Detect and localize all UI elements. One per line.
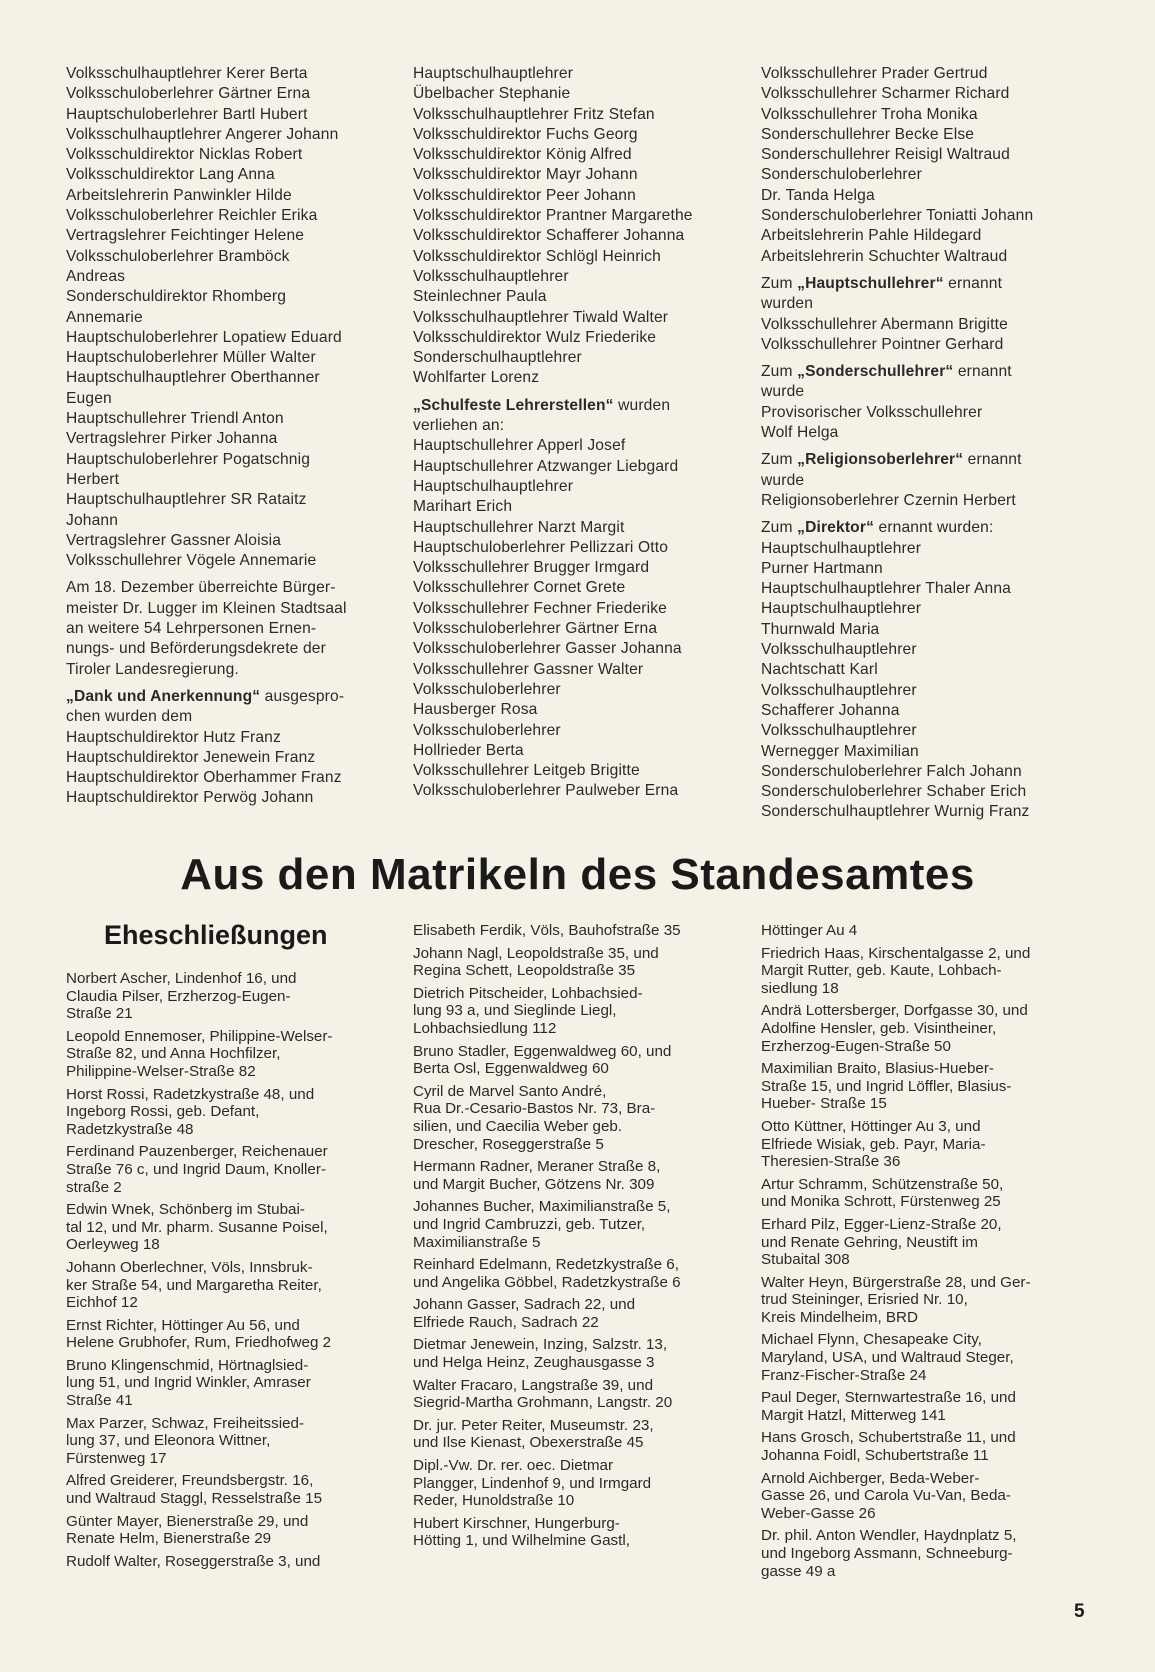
list-line: Volksschuldirektor Fuchs Georg — [413, 125, 638, 143]
heading-prefix: Zum — [761, 363, 798, 381]
entry-line: Margit Hatzl, Mitterweg 141 — [761, 1406, 946, 1424]
heading-rest: ernannt — [943, 274, 1003, 292]
list-line: Volksschuloberlehrer — [413, 680, 561, 698]
marriage-entry — [66, 970, 394, 1023]
list-line: Arbeitslehrerin Panwinkler Hilde — [66, 186, 292, 204]
entry-line: Johann Nagl, Leopoldstraße 35, und — [413, 944, 659, 962]
list-line: Hauptschuldirektor Oberhammer Franz — [66, 769, 342, 787]
entry-line: Ferdinand Pauzenberger, Reichenauer — [66, 1143, 328, 1161]
list-line: wurde — [761, 471, 805, 489]
list-line: Volksschuloberlehrer Gärtner Erna — [66, 85, 311, 103]
marriage-entry — [66, 1513, 394, 1548]
list-line: Johann — [66, 511, 119, 529]
list-line: Volksschuldirektor Schafferer Johanna — [413, 227, 685, 245]
block-heading-line — [761, 518, 1091, 538]
list-line: Herbert — [66, 470, 120, 488]
entry-line: Norbert Ascher, Lindenhof 16, und — [66, 970, 297, 987]
block-heading-line — [761, 362, 1091, 382]
entry-line: Horst Rossi, Radetzkystraße 48, und — [66, 1085, 315, 1103]
entry-line: Lohbachsiedlung 112 — [413, 1019, 557, 1037]
entry-line: Plangger, Lindenhof 9, und Irmgard — [413, 1474, 652, 1492]
list-line: Hauptschulhauptlehrer Oberthanner — [66, 369, 320, 387]
marriage-entry — [761, 1274, 1091, 1327]
list-line: Hauptschulhauptlehrer SR Rataitz — [66, 491, 307, 509]
list-line: Sonderschulhauptlehrer — [413, 349, 582, 367]
entry-line: straße 2 — [66, 1178, 122, 1196]
list-line: Am 18. Dezember überreichte Bürger- — [66, 579, 336, 597]
list-line: Volksschullehrer Cornet Grete — [413, 579, 626, 597]
list-line: Volksschulhauptlehrer — [413, 267, 569, 285]
entry-line: Max Parzer, Schwaz, Freiheitssied- — [66, 1414, 305, 1432]
entry-line: trud Steininger, Erisried Nr. 10, — [761, 1291, 968, 1309]
list-line: Volksschuloberlehrer Gärtner Erna — [413, 620, 658, 638]
list-line: Sonderschuloberlehrer — [761, 166, 922, 184]
list-line: Hauptschuloberlehrer Pogatschnig — [66, 450, 311, 468]
list-line: Volksschulhauptlehrer — [761, 722, 917, 740]
entry-line: Johann Oberlechner, Völs, Innsbruk- — [66, 1258, 313, 1276]
list-line: Volksschullehrer Leitgeb Brigitte — [413, 762, 640, 780]
entry-line: Hötting 1, und Wilhelmine Gastl, — [413, 1532, 630, 1550]
marriage-entry — [66, 1028, 394, 1081]
list-line: Hauptschullehrer Narzt Margit — [413, 518, 625, 536]
heading-emphasis: „Sonderschullehrer“ — [797, 363, 954, 381]
entry-line: Reinhard Edelmann, Redetzkystraße 6, — [413, 1256, 679, 1274]
entry-line: lung 37, und Eleonora Wittner, — [66, 1432, 271, 1450]
entry-line: Edwin Wnek, Schönberg im Stubai- — [66, 1201, 305, 1219]
heading-rest: ausgespro- — [260, 687, 345, 705]
marriage-entry — [413, 1198, 741, 1251]
list-line: chen wurden dem — [66, 708, 193, 726]
list-line: Hauptschullehrer Triendl Anton — [66, 410, 284, 428]
upper-column-1 — [66, 64, 394, 816]
list-line: Hausberger Rosa — [413, 701, 538, 719]
entry-line: Rua Dr.-Cesario-Bastos Nr. 73, Bra- — [413, 1100, 656, 1118]
heading-emphasis: „Religionsoberlehrer“ — [797, 451, 964, 469]
list-line: Volksschulhauptlehrer Kerer Berta — [66, 65, 308, 82]
upper-column-3 — [761, 64, 1091, 830]
list-line: Hauptschuldirektor Perwög Johann — [66, 789, 314, 807]
marriage-entry — [413, 1457, 741, 1510]
marriage-entry — [413, 1417, 741, 1452]
text-block — [761, 64, 1091, 267]
entry-line: und Renate Gehring, Neustift im — [761, 1233, 978, 1251]
list-line: meister Dr. Lugger im Kleinen Stadtsaal — [66, 599, 347, 617]
entry-line: Straße 41 — [66, 1392, 133, 1410]
list-line: Sonderschuldirektor Rhomberg — [66, 288, 287, 306]
text-block — [761, 274, 1091, 355]
marriages-column-2 — [413, 922, 741, 1555]
entry-line: Dipl.-Vw. Dr. rer. oec. Dietmar — [413, 1457, 614, 1475]
list-line: Hauptschullehrer Atzwanger Liebgard — [413, 457, 679, 475]
list-line: Annemarie — [66, 308, 143, 326]
marriage-entry — [761, 1331, 1091, 1384]
heading-prefix: Zum — [761, 519, 798, 537]
entry-line: Straße 21 — [66, 1005, 133, 1023]
list-line: Volksschullehrer Scharmer Richard — [761, 85, 1010, 103]
entry-line: ker Straße 54, und Margaretha Reiter, — [66, 1276, 322, 1294]
entry-line: Dr. phil. Anton Wendler, Haydnplatz 5, — [761, 1527, 1017, 1545]
entry-line: Elisabeth Ferdik, Völs, Bauhofstraße 35 — [413, 922, 681, 939]
entry-line: und Ingeborg Assmann, Schneeburg- — [761, 1545, 1013, 1562]
list-line: an weitere 54 Lehrpersonen Ernen- — [66, 620, 317, 638]
marriage-entry — [761, 1470, 1091, 1523]
list-line: Sonderschuloberlehrer Falch Johann — [761, 762, 1022, 780]
entry-line: Regina Schett, Leopoldstraße 35 — [413, 962, 636, 980]
entry-line: Johannes Bucher, Maximilianstraße 5, — [413, 1198, 671, 1216]
list-line: Hauptschuloberlehrer Lopatiew Eduard — [66, 328, 342, 346]
entry-line: und Ingrid Cambruzzi, geb. Tutzer, — [413, 1215, 646, 1233]
list-line: Tiroler Landesregierung. — [66, 660, 239, 678]
entry-line: Paul Deger, Sternwartestraße 16, und — [761, 1389, 1016, 1407]
marriage-entry — [66, 1201, 394, 1254]
marriage-entry — [761, 1527, 1091, 1580]
list-line: Volksschuldirektor Nicklas Robert — [66, 146, 303, 164]
entry-line: und Waltraud Staggl, Resselstraße 15 — [66, 1490, 323, 1508]
heading-emphasis: „Dank und Anerkennung“ — [66, 687, 261, 705]
marriage-entry — [66, 1472, 394, 1507]
list-line: wurden — [761, 295, 814, 313]
entry-line: Elfriede Rauch, Sadrach 22 — [413, 1313, 599, 1331]
entry-line: Bruno Stadler, Eggenwaldweg 60, und — [413, 1042, 672, 1060]
marriage-entry — [413, 945, 741, 980]
entry-line: gasse 49 a — [761, 1562, 836, 1580]
marriage-entry — [413, 1377, 741, 1412]
entry-line: Friedrich Haas, Kirschentalgasse 2, und — [761, 944, 1031, 962]
entry-line: und Ilse Kienast, Obexerstraße 45 — [413, 1434, 644, 1452]
list-line: Volksschulhauptlehrer Angerer Johann — [66, 125, 339, 143]
text-block — [66, 64, 394, 571]
block-heading-line — [761, 274, 1091, 294]
entry-line: Straße 15, und Ingrid Löffler, Blasius- — [761, 1077, 1012, 1095]
entry-line: Theresien-Straße 36 — [761, 1153, 901, 1171]
marriage-entry — [66, 1415, 394, 1468]
list-line: Sonderschullehrer Becke Else — [761, 125, 975, 143]
entry-line: Claudia Pilser, Erzherzog-Eugen- — [66, 987, 291, 1005]
marriages-column-1 — [66, 970, 394, 1575]
list-line: Hauptschulhauptlehrer — [761, 539, 922, 557]
marriage-entry — [413, 1296, 741, 1331]
list-line: Volksschulhauptlehrer Fritz Stefan — [413, 105, 655, 123]
marriage-entry — [761, 1216, 1091, 1269]
entry-line: und Monika Schrott, Fürstenweg 25 — [761, 1193, 1001, 1211]
entry-line: Hans Grosch, Schubertstraße 11, und — [761, 1429, 1016, 1447]
list-line: Volksschullehrer Vögele Annemarie — [66, 552, 317, 570]
entry-line: Fürstenweg 17 — [66, 1449, 167, 1467]
list-line: Volksschuloberlehrer Reichler Erika — [66, 207, 318, 225]
entry-line: Erhard Pilz, Egger-Lienz-Straße 20, — [761, 1215, 1002, 1233]
list-line: Volksschulhauptlehrer — [761, 641, 917, 659]
list-line: Sonderschulhauptlehrer Wurnig Franz — [761, 803, 1030, 821]
list-line: Hauptschullehrer Apperl Josef — [413, 437, 626, 455]
entry-line: Siegrid-Martha Grohmann, Langstr. 20 — [413, 1394, 673, 1412]
heading-prefix: Zum — [761, 451, 798, 469]
entry-line: Walter Heyn, Bürgerstraße 28, und Ger- — [761, 1273, 1031, 1291]
entry-line: Adolfine Hensler, geb. Visintheiner, — [761, 1019, 997, 1037]
entry-line: Günter Mayer, Bienerstraße 29, und — [66, 1512, 309, 1530]
list-line: verliehen an: — [413, 417, 505, 435]
list-line: Hauptschuloberlehrer Pellizzari Otto — [413, 538, 669, 556]
entry-line: Dietrich Pitscheider, Lohbachsied- — [413, 984, 643, 1002]
marriage-entry — [413, 1515, 741, 1550]
marriage-entry — [761, 945, 1091, 998]
marriage-entry — [413, 1083, 741, 1153]
section-headline: Aus den Matrikeln des Standesamtes — [180, 850, 975, 899]
list-line: Volksschuldirektor König Alfred — [413, 146, 632, 164]
entry-line: Hubert Kirschner, Hungerburg- — [413, 1514, 620, 1532]
list-line: Arbeitslehrerin Schuchter Waltraud — [761, 247, 1008, 265]
entry-line: Leopold Ennemoser, Philippine-Welser- — [66, 1027, 333, 1045]
marriage-entry — [761, 1118, 1091, 1171]
list-line: Eugen — [66, 389, 112, 407]
list-line: Volksschulhauptlehrer Tiwald Walter — [413, 308, 669, 326]
block-heading-line — [66, 687, 394, 707]
list-line: Hauptschulhauptlehrer — [413, 477, 574, 495]
list-line: Marihart Erich — [413, 498, 513, 516]
list-line: Vertragslehrer Pirker Johanna — [66, 430, 278, 448]
list-line: Schafferer Johanna — [761, 701, 900, 719]
list-line: Hollrieder Berta — [413, 741, 524, 759]
entry-line: Rudolf Walter, Roseggerstraße 3, und — [66, 1552, 321, 1570]
entry-line: Johann Gasser, Sadrach 22, und — [413, 1296, 636, 1314]
marriage-entry — [761, 1429, 1091, 1464]
entry-line: Michael Flynn, Chesapeake City, — [761, 1331, 982, 1349]
entry-line: Otto Küttner, Höttinger Au 3, und — [761, 1117, 981, 1135]
list-line: Vertragslehrer Feichtinger Helene — [66, 227, 305, 245]
list-line: Dr. Tanda Helga — [761, 186, 875, 204]
text-block — [761, 450, 1091, 511]
list-line: Purner Hartmann — [761, 559, 883, 577]
marriage-entry — [66, 1086, 394, 1139]
list-line: Sonderschuloberlehrer Schaber Erich — [761, 783, 1027, 801]
list-line: Volksschullehrer Brugger Irmgard — [413, 559, 650, 577]
entry-line: Hueber- Straße 15 — [761, 1095, 887, 1113]
marriage-entry — [413, 1043, 741, 1078]
marriages-subheading: Eheschließungen — [104, 920, 328, 950]
list-line: wurde — [761, 383, 805, 401]
list-line: Wolf Helga — [761, 424, 839, 442]
list-line: Volksschuldirektor Lang Anna — [66, 166, 275, 184]
list-line: nungs- und Beförderungsdekrete der — [66, 640, 326, 658]
entry-line: Johanna Foidl, Schubertstraße 11 — [761, 1447, 989, 1465]
entry-line: Drescher, Roseggerstraße 5 — [413, 1135, 604, 1153]
list-line: Hauptschuldirektor Hutz Franz — [66, 728, 281, 746]
text-block — [761, 362, 1091, 443]
list-line: Volksschuldirektor Mayr Johann — [413, 166, 638, 184]
entry-line: Hermann Radner, Meraner Straße 8, — [413, 1158, 661, 1176]
entry-line: siedlung 18 — [761, 979, 839, 997]
entry-line: Erzherzog-Eugen-Straße 50 — [761, 1037, 951, 1055]
marriage-entry — [66, 1143, 394, 1196]
heading-rest: ernannt — [953, 363, 1012, 381]
heading-emphasis: „Direktor“ — [797, 519, 875, 537]
entry-line: und Helga Heinz, Zeughausgasse 3 — [413, 1354, 655, 1372]
list-line: Volksschullehrer Pointner Gerhard — [761, 335, 1004, 353]
entry-line: silien, und Caecilia Weber geb. — [413, 1117, 623, 1135]
marriage-entry — [413, 1256, 741, 1291]
marriage-entry — [761, 1002, 1091, 1055]
marriage-entry — [413, 1158, 741, 1193]
list-line: Volksschuldirektor Peer Johann — [413, 186, 636, 204]
list-line: Vertragslehrer Gassner Aloisia — [66, 531, 282, 549]
marriage-entry — [66, 1317, 394, 1352]
list-line: Hauptschuloberlehrer Bartl Hubert — [66, 105, 308, 123]
list-line: Volksschullehrer Abermann Brigitte — [761, 315, 1008, 333]
entry-line: Weber-Gasse 26 — [761, 1504, 876, 1522]
entry-line: Maximilianstraße 5 — [413, 1233, 541, 1251]
entry-line: Höttinger Au 4 — [761, 922, 858, 939]
upper-column-2 — [413, 64, 741, 809]
list-line: Religionsoberlehrer Czernin Herbert — [761, 491, 1016, 509]
list-line: Wohlfarter Lorenz — [413, 369, 540, 387]
list-line: Wernegger Maximilian — [761, 742, 919, 760]
list-line: Volksschuloberlehrer — [413, 721, 561, 739]
marriage-entry — [66, 1357, 394, 1410]
text-block — [413, 396, 741, 802]
marriage-entry — [413, 985, 741, 1038]
entry-line: Ernst Richter, Höttinger Au 56, und — [66, 1316, 300, 1334]
list-line: Hauptschuldirektor Jenewein Franz — [66, 748, 316, 766]
marriage-entry — [761, 922, 1091, 940]
marriage-entry — [761, 1060, 1091, 1113]
marriage-entry — [413, 922, 741, 940]
list-line: Arbeitslehrerin Pahle Hildegard — [761, 227, 982, 245]
marriage-entry — [66, 1553, 394, 1571]
entry-line: lung 51, und Ingrid Winkler, Amraser — [66, 1374, 311, 1392]
marriages-column-3 — [761, 922, 1091, 1585]
heading-emphasis: „Hauptschullehrer“ — [797, 274, 944, 292]
list-line: Volksschullehrer Prader Gertrud — [761, 65, 988, 82]
entry-line: Radetzkystraße 48 — [66, 1120, 194, 1138]
page-number: 5 — [1074, 1601, 1085, 1622]
entry-line: Walter Fracaro, Langstraße 39, und — [413, 1376, 654, 1394]
entry-line: Straße 76 c, und Ingrid Daum, Knoller- — [66, 1160, 326, 1178]
entry-line: Bruno Klingenschmid, Hörtnaglsied- — [66, 1356, 309, 1374]
entry-line: Margit Rutter, geb. Kaute, Lohbach- — [761, 962, 1002, 980]
entry-line: und Margit Bucher, Götzens Nr. 309 — [413, 1175, 655, 1193]
entry-line: Oerleyweg 18 — [66, 1236, 160, 1254]
list-line: Sonderschullehrer Reisigl Waltraud — [761, 146, 1010, 164]
list-line: Volksschullehrer Gassner Walter — [413, 660, 644, 678]
entry-line: Elfriede Wisiak, geb. Payr, Maria- — [761, 1135, 986, 1153]
text-block — [66, 578, 394, 679]
entry-line: Philippine-Welser-Straße 82 — [66, 1062, 256, 1080]
list-line: Volksschuldirektor Wulz Friederike — [413, 328, 657, 346]
list-line: Volksschuloberlehrer Paulweber Erna — [413, 782, 679, 800]
entry-line: und Angelika Göbbel, Radetzkystraße 6 — [413, 1273, 681, 1291]
entry-line: Stubaital 308 — [761, 1251, 850, 1269]
entry-line: Helene Grubhofer, Rum, Friedhofweg 2 — [66, 1334, 332, 1352]
list-line: Volksschuloberlehrer Gasser Johanna — [413, 640, 682, 658]
text-block — [413, 64, 741, 389]
entry-line: Andrä Lottersberger, Dorfgasse 30, und — [761, 1002, 1028, 1020]
list-line: Hauptschuloberlehrer Müller Walter — [66, 349, 316, 367]
entry-line: Kreis Mindelheim, BRD — [761, 1308, 918, 1326]
entry-line: Eichhof 12 — [66, 1294, 138, 1312]
list-line: Nachtschatt Karl — [761, 661, 878, 679]
entry-line: tal 12, und Mr. pharm. Susanne Poisel, — [66, 1218, 328, 1236]
marriage-entry — [761, 1176, 1091, 1211]
entry-line: Arnold Aichberger, Beda-Weber- — [761, 1469, 980, 1487]
list-line: Andreas — [66, 267, 126, 285]
marriage-entry — [66, 1259, 394, 1312]
list-line: Provisorischer Volksschullehrer — [761, 403, 983, 421]
list-line: Volksschulhauptlehrer — [761, 681, 917, 699]
entry-line: Gasse 26, und Carola Vu-Van, Beda- — [761, 1487, 1011, 1505]
entry-line: Franz-Fischer-Straße 24 — [761, 1366, 927, 1384]
heading-rest: ernannt — [963, 451, 1022, 469]
list-line: Volksschuloberlehrer Bramböck — [66, 247, 290, 265]
entry-line: Cyril de Marvel Santo André, — [413, 1082, 607, 1100]
list-line: Übelbacher Stephanie — [413, 85, 571, 103]
list-line: Hauptschulhauptlehrer — [761, 600, 922, 618]
heading-rest: ernannt wurden: — [874, 519, 994, 537]
entry-line: Dr. jur. Peter Reiter, Museumstr. 23, — [413, 1416, 654, 1434]
heading-prefix: Zum — [761, 274, 798, 292]
entry-line: Ingeborg Rossi, geb. Defant, — [66, 1103, 260, 1121]
list-line: Volksschuldirektor Prantner Margarethe — [413, 207, 693, 225]
marriage-entry — [761, 1389, 1091, 1424]
entry-line: Reder, Hunoldstraße 10 — [413, 1492, 575, 1510]
block-heading-line — [413, 396, 741, 416]
heading-emphasis: „Schulfeste Lehrerstellen“ — [413, 396, 614, 414]
entry-line: Dietmar Jenewein, Inzing, Salzstr. 13, — [413, 1336, 668, 1354]
entry-line: lung 93 a, und Sieglinde Liegl, — [413, 1002, 617, 1020]
marriage-entry — [413, 1336, 741, 1371]
list-line: Hauptschulhauptlehrer Thaler Anna — [761, 580, 1011, 598]
entry-line: Maximilian Braito, Blasius-Hueber- — [761, 1060, 994, 1078]
list-line: Hauptschulhauptlehrer — [413, 65, 574, 82]
entry-line: Berta Osl, Eggenwaldweg 60 — [413, 1060, 609, 1078]
text-block — [761, 518, 1091, 822]
list-line: Volksschullehrer Fechner Friederike — [413, 599, 667, 617]
entry-line: Alfred Greiderer, Freundsbergstr. 16, — [66, 1472, 314, 1490]
list-line: Thurnwald Maria — [761, 620, 880, 638]
list-line: Volksschullehrer Troha Monika — [761, 105, 978, 123]
text-block — [66, 687, 394, 809]
block-heading-line — [761, 450, 1091, 470]
entry-line: Maryland, USA, und Waltraud Steger, — [761, 1349, 1014, 1367]
entry-line: Artur Schramm, Schützenstraße 50, — [761, 1175, 1004, 1193]
entry-line: Straße 82, und Anna Hochfilzer, — [66, 1045, 281, 1063]
list-line: Steinlechner Paula — [413, 288, 547, 306]
list-line: Volksschuldirektor Schlögl Heinrich — [413, 247, 661, 265]
entry-line: Renate Helm, Bienerstraße 29 — [66, 1530, 272, 1548]
heading-rest: wurden — [613, 396, 671, 414]
list-line: Sonderschuloberlehrer Toniatti Johann — [761, 207, 1034, 225]
